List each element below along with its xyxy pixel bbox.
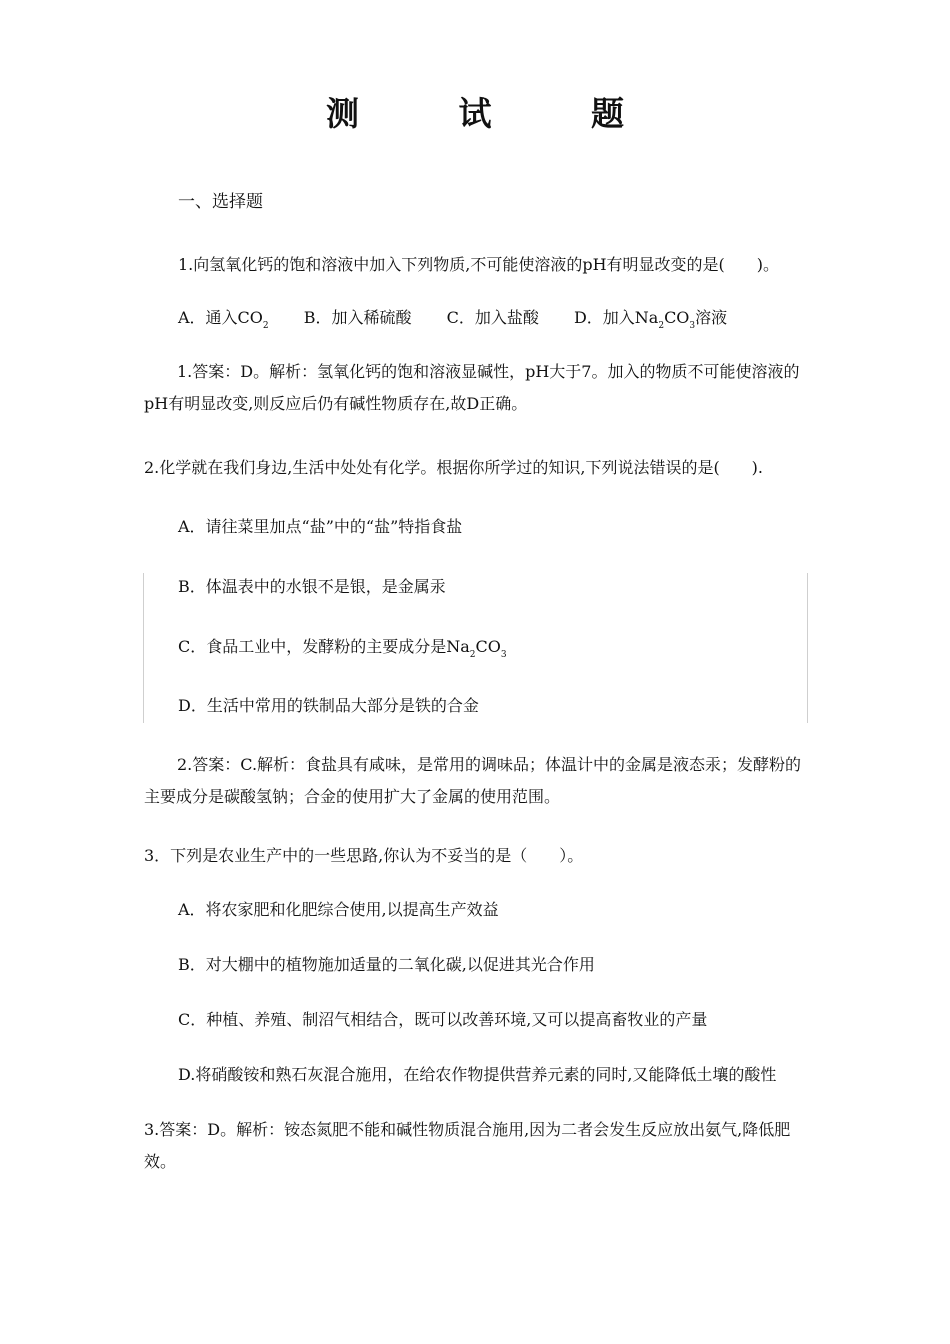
q3-option-d: D.将硝酸铵和熟石灰混合施用，在给农作物提供营养元素的同时,又能降低土壤的酸性 (178, 1065, 777, 1084)
q2-option-a: A．请往菜里加点“盐”中的“盐”特指食盐 (178, 517, 463, 536)
box-right-border (807, 573, 808, 723)
q2-option-d: D．生活中常用的铁制品大部分是铁的合金 (178, 696, 479, 715)
q3-option-a: A．将农家肥和化肥综合使用,以提高生产效益 (178, 900, 499, 919)
q1-options (178, 308, 757, 336)
q2-stem: 2.化学就在我们身边,生活中处处有化学。根据你所学过的知识,下列说法错误的是( ). (144, 458, 764, 477)
q3-answer: 3.答案：D。解析：铵态氮肥不能和碱性物质混合施用,因为二者会发生反应放出氨气,降低肥效。 (144, 1120, 791, 1171)
q2-option-c: C．食品工业中，发酵粉的主要成分是$Na_2CO_3$ (178, 637, 507, 660)
q3-option-c: C．种植、养殖、制沼气相结合，既可以改善环境,又可以提高畜牧业的产量 (178, 1010, 708, 1029)
q1-option-d: D．加入$Na_2CO_3$溶液 (573, 308, 728, 331)
q1-answer: 1.答案：D。解析：氢氧化钙的饱和溶液显碱性，pH大于7。加入的物质不可能使溶液的pH有明显改变,则反应后仍有碱性物质存在,故D正确。 (144, 362, 800, 413)
q2-answer: 2.答案：C.解析：食盐具有咸味，是常用的调味品；体温计中的金属是液态汞；发酵粉的主要成分是碳酸氢钠；合金的使用扩大了金属的使用范围。 (144, 755, 802, 806)
page-title: 测 试 题 (326, 94, 668, 133)
q3-stem: 3．下列是农业生产中的一些思路,你认为不妥当的是（ ）。 (144, 846, 584, 865)
q1-stem: 1.向氢氧化钙的饱和溶液中加入下列物质,不可能使溶液的pH有明显改变的是( )。 (178, 255, 780, 274)
box-left-border (143, 573, 144, 723)
q1-option-c: C．加入盐酸 (446, 308, 539, 327)
section-heading: 一、选择题 (178, 192, 263, 212)
q1-option-b: B．加入稀硫酸 (303, 308, 412, 327)
q1-option-a: A．通入$CO_2$ (178, 308, 269, 331)
q2-option-b: B．体温表中的水银不是银，是金属汞 (178, 577, 446, 596)
q3-option-b: B．对大棚中的植物施加适量的二氧化碳,以促进其光合作用 (178, 955, 595, 974)
